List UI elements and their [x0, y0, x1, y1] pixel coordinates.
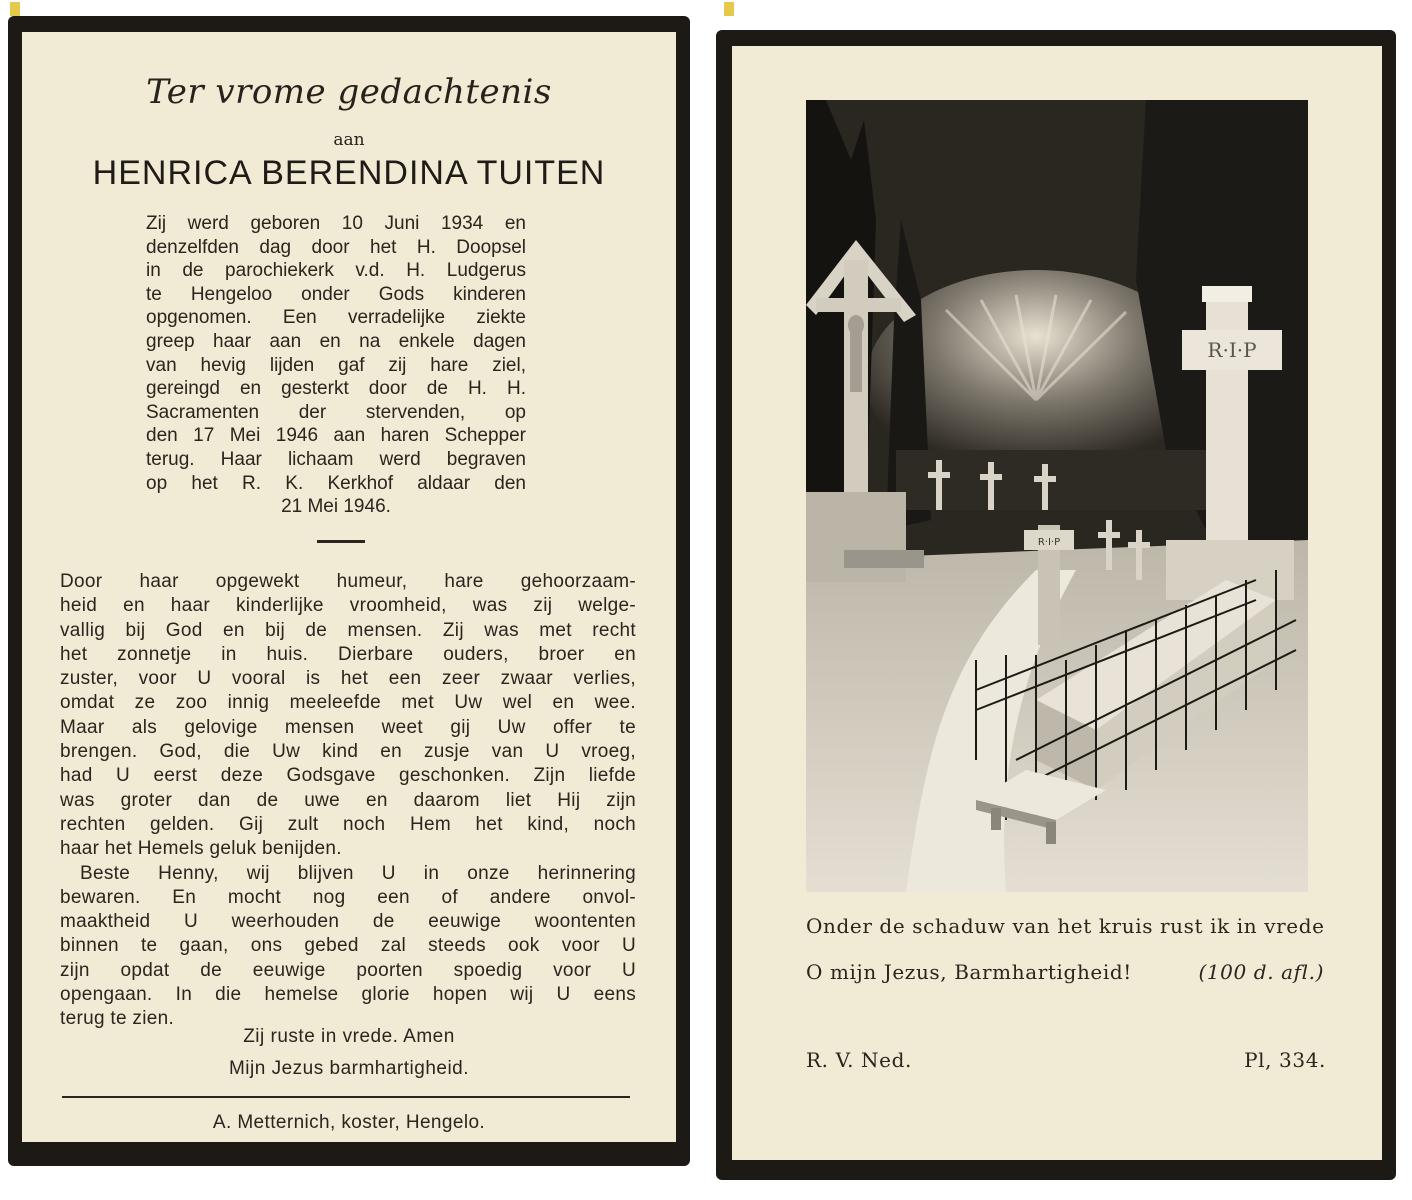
cemetery-picture-svg [806, 100, 1308, 892]
rip-small-inscription: R·I·P [1037, 537, 1061, 548]
tribute-line: vallig bij God en bij de mensen. Zij was met recht [60, 619, 636, 641]
tribute-line: terug te zien. [60, 1008, 175, 1030]
tribute-line: brengen. God, die Uw kind en zusje van U vroeg, [60, 741, 636, 763]
tribute-line: Maar als gelovige mensen weet gij Uw offer te [60, 716, 636, 738]
printer-credit: A. Metternich, koster, Hengelo. [212, 1112, 486, 1133]
tribute-line: heid en haar kinderlijke vroomheid, was zij welge- [60, 595, 636, 617]
footer-rule [62, 1096, 630, 1098]
caption-line-1: Onder de schaduw van het kruis rust ik in vrede [806, 914, 1325, 938]
caption-line-2: O mijn Jezus, Barmhartigheid! [806, 960, 1132, 984]
bio-line: Sacramenten der stervenden, op [146, 401, 526, 423]
bio-line: opgenomen. Een verradelijke ziekte [146, 307, 526, 329]
tribute-line: maaktheid U weerhouden de eeuwige woontenten [60, 911, 636, 933]
tribute-line: haar het Hemels geluk benijden. [60, 838, 342, 860]
biography [146, 212, 526, 519]
tribute-text [60, 570, 636, 1032]
bio-line: Zij werd geboren 10 Juni 1934 en [146, 213, 526, 234]
bio-line: te Hengeloo onder Gods kinderen [146, 283, 526, 305]
tribute-line: rechten gelden. Gij zult noch Hem het kind, noch [60, 813, 636, 835]
rip-large-inscription: R·I·P [1207, 338, 1257, 362]
tribute-line: Door haar opgewekt humeur, hare gehoorzaam- [60, 571, 636, 592]
tribute-line: omdat ze zoo innig meeleefde met Uw wel en wee. [60, 692, 636, 714]
bio-line: greep haar aan en na enkele dagen [146, 330, 526, 352]
bio-line: in de parochiekerk v.d. H. Ludgerus [146, 260, 526, 282]
bio-line: van hevig lijden gaf zij hare ziel, [146, 354, 526, 376]
bio-line: op het R. K. Kerkhof aldaar den [146, 472, 526, 494]
indulgence-note: (100 d. afl.) [1198, 960, 1324, 984]
tribute-line: had U eerst deze Godsgave geschonken. Zijn liefde [60, 765, 636, 787]
card-paper [732, 46, 1382, 1160]
bio-line: den 17 Mei 1946 aan haren Schepper [146, 425, 526, 447]
tribute-line: binnen te gaan, ons gebed zal steeds ook voor U [60, 935, 636, 957]
closing-invocation: Mijn Jezus barmhartigheid. [228, 1058, 470, 1079]
aan-label: aan [333, 130, 365, 150]
plate-number: Pl, 334. [1244, 1048, 1326, 1072]
memorial-card-picture-side [716, 30, 1396, 1180]
publisher: R. V. Ned. [806, 1048, 912, 1072]
memorial-card-text-side [8, 16, 690, 1166]
tape-mark [10, 2, 20, 16]
tribute-line: bewaren. En mocht nog een of andere onvol- [60, 886, 636, 908]
bio-line: gereingd en gesterkt door de H. H. [146, 378, 526, 400]
bio-line: denzelfden dag door het H. Doopsel [146, 236, 526, 258]
bench-small [844, 550, 924, 568]
card-paper [22, 32, 676, 1142]
bio-line: 21 Mei 1946. [281, 496, 391, 518]
tribute-line: zijn opdat de eeuwige poorten spoedig voor U [60, 959, 636, 981]
deceased-name: HENRICA BERENDINA TUITEN [92, 154, 606, 192]
tribute-line: zuster, voor U vooral is het een zeer zwaar verlies, [60, 668, 636, 690]
heading: Ter vrome gedachtenis [146, 72, 552, 112]
tape-mark [724, 2, 734, 16]
tribute-line: Beste Henny, wij blijven U in onze herinnering [80, 862, 636, 884]
tribute-line: het zonnetje in huis. Dierbare ouders, broer en [60, 643, 636, 665]
section-divider [317, 540, 365, 543]
tribute-line: opengaan. In die hemelse glorie hopen wij U eens [60, 984, 636, 1006]
tribute-line: was groter dan de uwe en daarom liet Hij zijn [60, 789, 636, 811]
bio-line: terug. Haar lichaam werd begraven [146, 448, 526, 470]
closing-prayer: Zij ruste in vrede. Amen [243, 1026, 455, 1047]
cemetery-illustration [806, 100, 1308, 892]
